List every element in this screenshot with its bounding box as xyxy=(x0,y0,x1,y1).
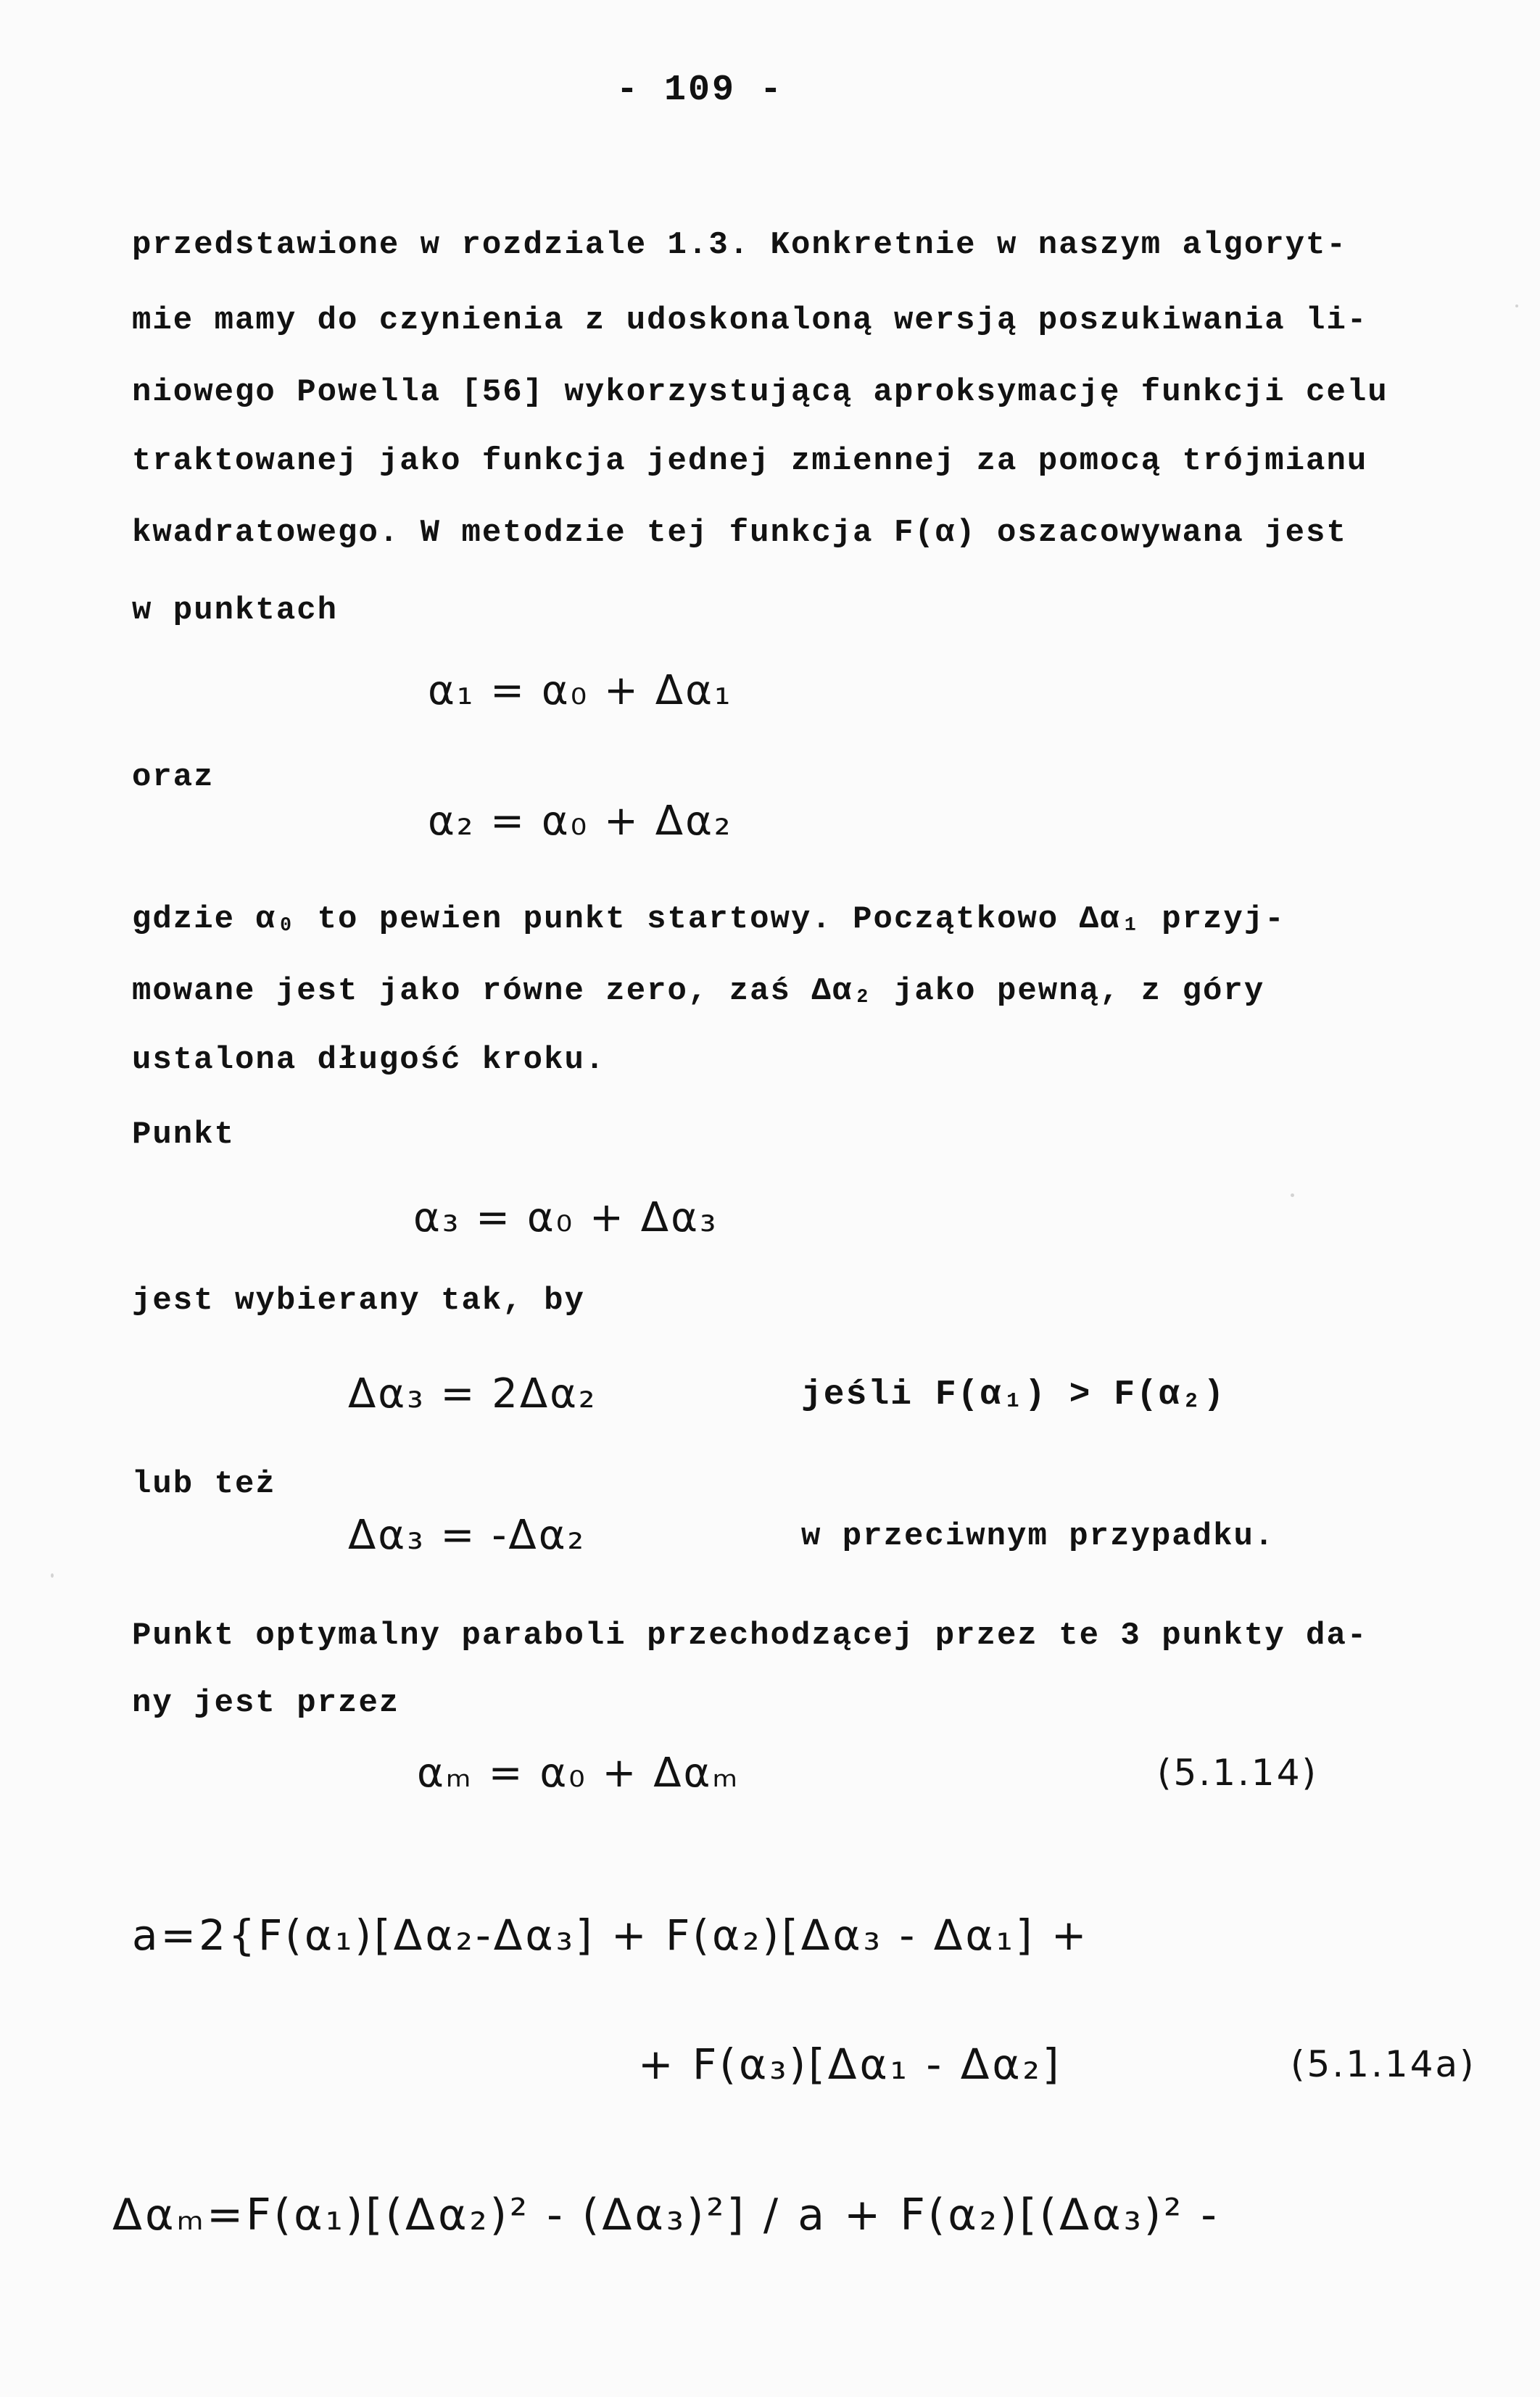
equation-alpha3: α₃ = α₀ + Δα₃ xyxy=(413,1194,719,1241)
equation-delta3-case2: Δα₃ = -Δα₂ xyxy=(348,1512,587,1559)
equation-delta3-case1: Δα₃ = 2Δα₂ xyxy=(348,1370,597,1417)
scan-speck xyxy=(1515,305,1518,307)
paragraph-1-line-3: niowego Powella [56] wykorzystującą aproksymację funkcji celu xyxy=(132,374,1388,410)
condition-case1: jeśli F(α₁) > F(α₂) xyxy=(801,1375,1226,1415)
equation-delta-alpham: Δαₘ=F(α₁)[(Δα₂)² - (Δα₃)²] / a + F(α₂)[(Δα₃)² - xyxy=(112,2190,1220,2240)
paragraph-1-line-1: przedstawione w rozdziale 1.3. Konkretnie w naszym algoryt- xyxy=(132,227,1347,263)
scan-speck xyxy=(1291,1193,1294,1197)
equation-alpham: αₘ = α₀ + Δαₘ xyxy=(417,1750,740,1797)
label-lub-tez: lub też xyxy=(132,1466,276,1502)
paragraph-1-line-6: w punktach xyxy=(132,592,339,629)
page-number: - 109 - xyxy=(616,70,785,111)
paragraph-1-line-5: kwadratowego. W metodzie tej funkcja F(α) oszacowywana jest xyxy=(132,515,1347,551)
condition-case2: w przeciwnym przypadku. xyxy=(801,1518,1275,1554)
equation-alpha2: α₂ = α₀ + Δα₂ xyxy=(428,798,733,845)
text-wybierany: jest wybierany tak, by xyxy=(132,1283,585,1319)
equation-a-line-1: a=2{F(α₁)[Δα₂-Δα₃] + F(α₂)[Δα₃ - Δα₁] + xyxy=(132,1910,1090,1960)
paragraph-2-line-3: ustalona długość kroku. xyxy=(132,1042,606,1078)
paragraph-1-line-4: traktowanej jako funkcja jednej zmiennej za pomocą trójmianu xyxy=(132,443,1368,479)
equation-number-5-1-14: (5.1.14) xyxy=(1157,1752,1319,1794)
paragraph-2-line-2: mowane jest jako równe zero, zaś Δα₂ jako pewną, z góry xyxy=(132,973,1265,1009)
label-oraz: oraz xyxy=(132,759,215,795)
equation-number-5-1-14a: (5.1.14a) xyxy=(1291,2043,1476,2085)
paragraph-2-line-1: gdzie α₀ to pewien punkt startowy. Początkowo Δα₁ przyj- xyxy=(132,901,1286,937)
equation-a-line-2: + F(α₃)[Δα₁ - Δα₂] xyxy=(638,2040,1062,2089)
paragraph-3-line-1: Punkt optymalny paraboli przechodzącej przez te 3 punkty da- xyxy=(132,1618,1368,1654)
paragraph-3-line-2: ny jest przez xyxy=(132,1685,400,1721)
label-punkt: Punkt xyxy=(132,1117,236,1153)
paragraph-1-line-2: mie mamy do czynienia z udoskonaloną wersją poszukiwania li- xyxy=(132,302,1368,339)
equation-alpha1: α₁ = α₀ + Δα₁ xyxy=(428,667,733,714)
scan-speck xyxy=(51,1573,54,1578)
